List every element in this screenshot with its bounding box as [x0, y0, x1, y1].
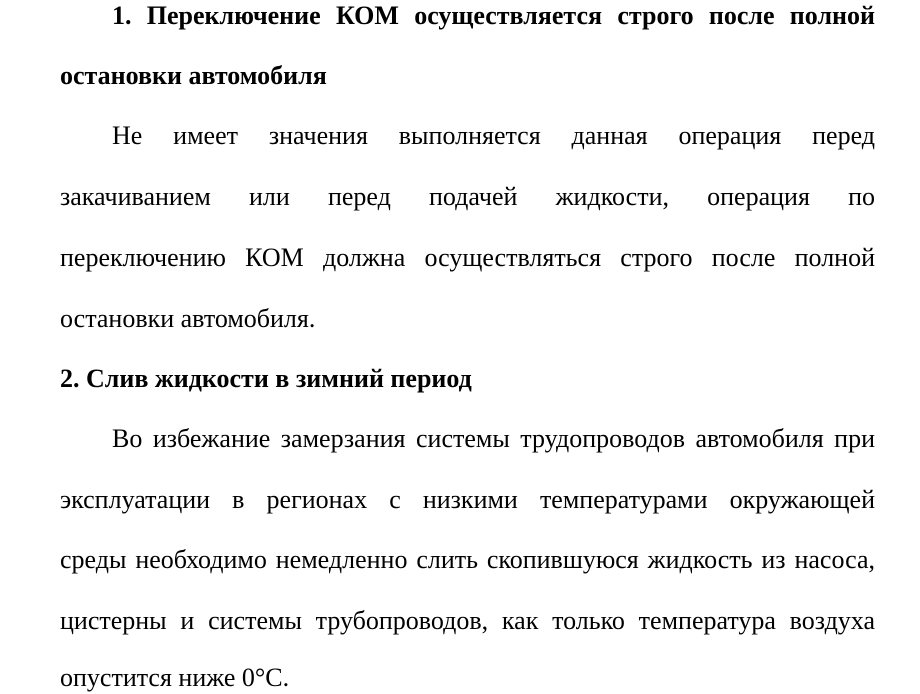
section-1-paragraph-line-3: переключению КОМ должна осуществляться строго после полной: [60, 243, 875, 272]
section-2-heading: 2. Слив жидкости в зимний период: [60, 364, 472, 393]
section-1-paragraph-line-2: закачиванием или перед подачей жидкости, операция по: [60, 182, 875, 211]
section-2-paragraph-line-5: опустится ниже 0°C.: [60, 663, 290, 692]
section-1-heading-line-2: остановки автомобиля: [60, 61, 327, 90]
section-1-paragraph-line-1: Не имеет значения выполняется данная операция перед: [112, 121, 875, 150]
section-1-heading-line-1: 1. Переключение КОМ осуществляется строго после полной: [112, 1, 875, 30]
section-1-paragraph-line-4: остановки автомобиля.: [60, 304, 316, 333]
section-2-paragraph-line-4: цистерны и системы трубопроводов, как только температура воздуха: [60, 606, 875, 635]
section-2-paragraph-line-2: эксплуатации в регионах с низкими температурами окружающей: [60, 485, 875, 514]
section-2-paragraph-line-3: среды необходимо немедленно слить скопившуюся жидкость из насоса,: [60, 545, 875, 574]
section-2-paragraph-line-1: Во избежание замерзания системы трудопроводов автомобиля при: [112, 424, 875, 453]
